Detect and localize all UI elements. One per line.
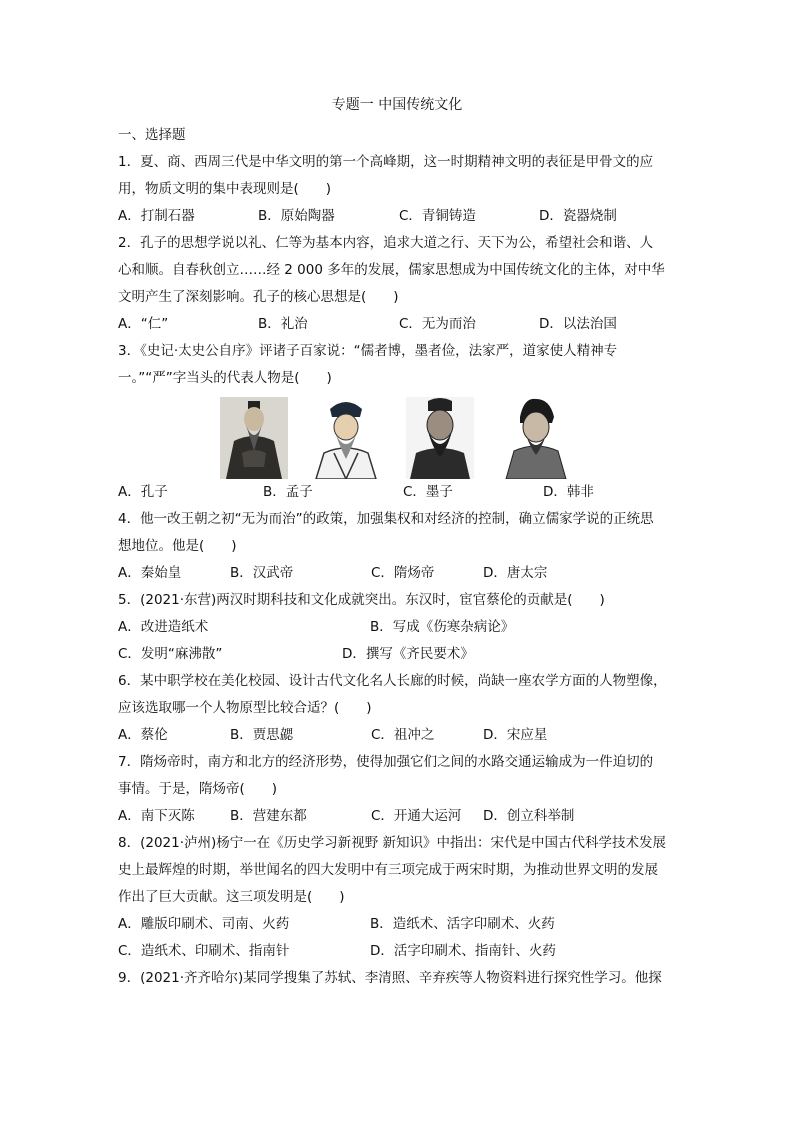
option-d[interactable]: D．撰写《齐民要术》: [342, 646, 474, 662]
option-c[interactable]: C．墨子: [403, 484, 453, 500]
option-b[interactable]: B．汉武帝: [230, 565, 294, 581]
question-text-line: 作出了巨大贡献。这三项发明是( ): [118, 889, 345, 905]
section-heading: 一、选择题: [118, 127, 186, 143]
option-c[interactable]: C．隋炀帝: [371, 565, 435, 581]
question-4: [118, 506, 678, 587]
question-text-line: 一。”“严”字当头的代表人物是( ): [118, 370, 332, 386]
options-row: [118, 803, 678, 830]
option-b[interactable]: B．写成《伤寒杂病论》: [370, 619, 515, 635]
question-3: [118, 338, 678, 506]
options-row: [118, 479, 678, 506]
question-text-line: 1．夏、商、西周三代是中华文明的第一个高峰期，这一时期精神文明的表征是甲骨文的应: [118, 154, 654, 170]
question-5: [118, 587, 678, 668]
question-text-line: 7．隋炀帝时，南方和北方的经济形势，使得加强它们之间的水路交通运输成为一件迫切的: [118, 754, 654, 770]
question-text-line: 想地位。他是( ): [118, 538, 237, 554]
option-d[interactable]: D．宋应星: [483, 727, 548, 743]
question-text-line: 应该选取哪一个人物原型比较合适？( ): [118, 700, 372, 716]
question-text-line: 事情。于是，隋炀帝( ): [118, 781, 278, 797]
option-b[interactable]: B．营建东都: [230, 808, 307, 824]
portrait-mencius-image: [312, 397, 380, 479]
question-9: [118, 965, 678, 992]
portrait-mozi-image: [406, 397, 474, 479]
question-text-line: 3．《史记·太史公自序》评诸子百家说：“儒者博，墨者俭，法家严，道家使人精神专: [118, 343, 618, 359]
option-d[interactable]: D．唐太宗: [483, 565, 548, 581]
options-row: [118, 911, 678, 938]
question-1: [118, 149, 678, 230]
option-c[interactable]: C．造纸术、印刷术、指南针: [118, 943, 290, 959]
option-d[interactable]: D．以法治国: [539, 316, 617, 332]
option-d[interactable]: D．瓷器烧制: [539, 208, 617, 224]
question-text-line: 6．某中职学校在美化校园、设计古代文化名人长廊的时候，尚缺一座农学方面的人物塑像，: [118, 673, 667, 689]
option-d[interactable]: D．创立科举制: [483, 808, 575, 824]
question-text-line: 8．(2021·泸州)杨宁一在《历史学习新视野 新知识》中指出：宋代是中国古代科学技术发展: [118, 835, 667, 851]
page-title: 专题一 中国传统文化: [331, 97, 463, 113]
option-a[interactable]: A．南下灭陈: [118, 808, 195, 824]
question-text-line: 史上最辉煌的时期，举世闻名的四大发明中有三项完成于两宋时期，为推动世界文明的发展: [118, 862, 658, 878]
option-b[interactable]: B．造纸术、活字印刷术、火药: [370, 916, 555, 932]
options-row: [118, 722, 678, 749]
option-b[interactable]: B．礼治: [258, 316, 308, 332]
option-a[interactable]: A．秦始皇: [118, 565, 182, 581]
question-list: [118, 122, 678, 992]
option-a[interactable]: A．雕版印刷术、司南、火药: [118, 916, 290, 932]
options-row: [118, 203, 678, 230]
question-text-line: 5．(2021·东营)两汉时期科技和文化成就突出。东汉时，宦官蔡伦的贡献是( ): [118, 592, 605, 608]
options-row: [118, 641, 678, 668]
option-a[interactable]: A．蔡伦: [118, 727, 168, 743]
question-text-line: 心和顺。自春秋创立……经 2 000 多年的发展，儒家思想成为中国传统文化的主体，对中华: [118, 262, 665, 278]
option-d[interactable]: D．活字印刷术、指南针、火药: [370, 943, 556, 959]
portrait-confucius-image: [220, 397, 288, 479]
option-c[interactable]: C．无为而治: [399, 316, 476, 332]
portrait-row: [118, 397, 678, 479]
option-c[interactable]: C．开通大运河: [371, 808, 462, 824]
option-a[interactable]: A．改进造纸术: [118, 619, 209, 635]
question-text-line: 2．孔子的思想学说以礼、仁等为基本内容，追求大道之行、天下为公，希望社会和谐、人: [118, 235, 654, 251]
question-8: [118, 830, 678, 965]
options-row: [118, 614, 678, 641]
option-b[interactable]: B．贾思勰: [230, 727, 294, 743]
option-c[interactable]: C．发明“麻沸散”: [118, 646, 223, 662]
question-6: [118, 668, 678, 749]
option-d[interactable]: D．韩非: [543, 484, 594, 500]
option-c[interactable]: C．青铜铸造: [399, 208, 476, 224]
option-b[interactable]: B．孟子: [263, 484, 313, 500]
question-2: [118, 230, 678, 338]
question-text-line: 9．(2021·齐齐哈尔)某同学搜集了苏轼、李清照、辛弃疾等人物资料进行探究性学习。他探: [118, 970, 662, 986]
option-a[interactable]: A．孔子: [118, 484, 168, 500]
portrait-hanfei-image: [502, 397, 570, 479]
option-b[interactable]: B．原始陶器: [258, 208, 335, 224]
option-a[interactable]: A．“仁”: [118, 316, 169, 332]
options-row: [118, 560, 678, 587]
question-7: [118, 749, 678, 830]
question-text-line: 4．他一改王朝之初“无为而治”的政策，加强集权和对经济的控制，确立儒家学说的正统思: [118, 511, 654, 527]
option-a[interactable]: A．打制石器: [118, 208, 195, 224]
options-row: [118, 311, 678, 338]
options-row: [118, 938, 678, 965]
question-text-line: 用，物质文明的集中表现则是( ): [118, 181, 332, 197]
option-c[interactable]: C．祖冲之: [371, 727, 435, 743]
question-text-line: 文明产生了深刻影响。孔子的核心思想是( ): [118, 289, 399, 305]
